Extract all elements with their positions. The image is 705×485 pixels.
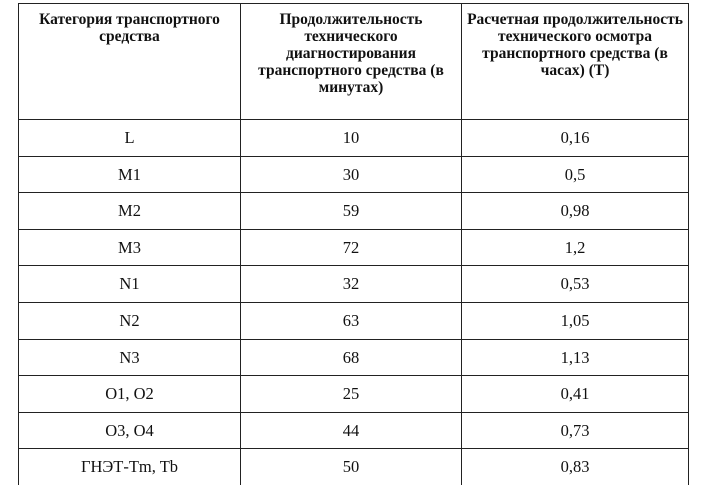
table-row — [19, 193, 689, 230]
table-row — [19, 266, 689, 303]
table-row — [19, 376, 689, 413]
hours-cell: 0,16 — [462, 120, 689, 157]
table-row — [19, 412, 689, 449]
table-row — [19, 302, 689, 339]
table-row — [19, 120, 689, 157]
category-cell: O3, O4 — [19, 412, 241, 449]
header-inspection-duration: Расчетная продолжительность технического осмотра транспортного средства (в часах) (Т) — [462, 4, 689, 120]
hours-cell: 0,41 — [462, 376, 689, 413]
table-body — [19, 120, 689, 485]
hours-cell: 0,83 — [462, 449, 689, 485]
category-cell: N2 — [19, 302, 241, 339]
hours-cell: 0,53 — [462, 266, 689, 303]
table-row — [19, 339, 689, 376]
category-cell: N3 — [19, 339, 241, 376]
hours-cell: 0,98 — [462, 193, 689, 230]
hours-cell: 1,13 — [462, 339, 689, 376]
minutes-cell: 63 — [241, 302, 462, 339]
minutes-cell: 25 — [241, 376, 462, 413]
category-cell: ГНЭТ-Tm, Tb — [19, 449, 241, 485]
table-row — [19, 449, 689, 485]
minutes-cell: 68 — [241, 339, 462, 376]
category-cell: N1 — [19, 266, 241, 303]
hours-cell: 1,05 — [462, 302, 689, 339]
minutes-cell: 44 — [241, 412, 462, 449]
table-row — [19, 156, 689, 193]
minutes-cell: 59 — [241, 193, 462, 230]
category-cell: M2 — [19, 193, 241, 230]
category-cell: L — [19, 120, 241, 157]
hours-cell: 1,2 — [462, 229, 689, 266]
hours-cell: 0,5 — [462, 156, 689, 193]
category-cell: O1, O2 — [19, 376, 241, 413]
hours-cell: 0,73 — [462, 412, 689, 449]
minutes-cell: 50 — [241, 449, 462, 485]
header-row — [19, 4, 689, 120]
category-cell: M3 — [19, 229, 241, 266]
minutes-cell: 10 — [241, 120, 462, 157]
minutes-cell: 32 — [241, 266, 462, 303]
table-row — [19, 229, 689, 266]
table-header — [19, 4, 689, 120]
vehicle-inspection-table — [18, 3, 689, 485]
minutes-cell: 30 — [241, 156, 462, 193]
minutes-cell: 72 — [241, 229, 462, 266]
header-diagnostic-duration: Продолжительность технического диагностирования транспортного средства (в минутах) — [241, 4, 462, 120]
header-vehicle-category: Категория транспортного средства — [19, 4, 241, 120]
category-cell: M1 — [19, 156, 241, 193]
